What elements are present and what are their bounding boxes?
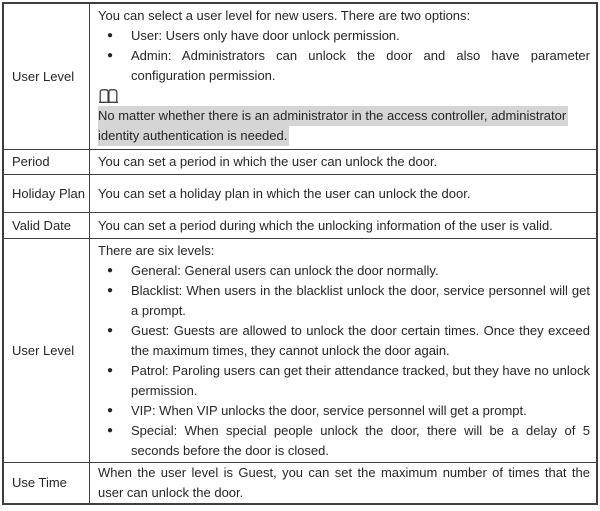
row-label-text: Valid Date bbox=[12, 217, 72, 233]
note-line bbox=[98, 106, 590, 126]
note-line bbox=[98, 126, 590, 146]
bullet-text: Admin: Administrators can unlock the door and also have parameter configuration permission. bbox=[131, 48, 590, 83]
bullet-item bbox=[98, 261, 590, 281]
table-row-use-time bbox=[4, 462, 596, 503]
row-label bbox=[4, 213, 90, 238]
bullet-text: Blacklist: When users in the blacklist unlock the door, service personnel will get a prompt. bbox=[131, 283, 590, 318]
bullet-item bbox=[98, 421, 590, 461]
row-label bbox=[4, 4, 90, 149]
row-label-text: User Level bbox=[12, 68, 75, 84]
bullet-item bbox=[98, 321, 590, 361]
table-row-user-level-six-levels bbox=[4, 238, 596, 462]
row-text: You can set a period in which the user can unlock the door. bbox=[98, 154, 438, 169]
bullet-item bbox=[98, 46, 590, 86]
row-text: You can set a period during which the unlocking information of the user is valid. bbox=[98, 217, 553, 233]
bullet-text: Guest: Guests are allowed to unlock the door certain times. Once they exceed the maximum times, they cannot unlock the door again. bbox=[131, 323, 590, 358]
bullet-icon: ● bbox=[107, 325, 114, 336]
user-settings-table bbox=[2, 2, 598, 505]
row-content bbox=[90, 463, 596, 503]
row-content bbox=[90, 213, 596, 238]
bullet-text: General: General users can unlock the door normally. bbox=[131, 263, 439, 278]
row-label bbox=[4, 175, 90, 212]
bullet-text: VIP: When VIP unlocks the door, service personnel will get a prompt. bbox=[131, 403, 527, 418]
row-label-text: Period bbox=[12, 154, 50, 169]
row-text: You can set a holiday plan in which the user can unlock the door. bbox=[98, 185, 471, 201]
bullet-text: Patrol: Paroling users can get their attendance tracked, but they have no unlock permission. bbox=[131, 363, 590, 398]
row-content bbox=[90, 239, 596, 462]
row-intro: You can select a user level for new users. There are two options: bbox=[98, 8, 471, 23]
open-book-icon bbox=[98, 88, 119, 104]
row-label bbox=[4, 463, 90, 503]
table-row-user-level-options bbox=[4, 4, 596, 149]
table-row-valid-date bbox=[4, 212, 596, 238]
bullet-icon: ● bbox=[107, 285, 114, 296]
row-content bbox=[90, 175, 596, 212]
table-row-holiday-plan bbox=[4, 174, 596, 212]
bullet-item bbox=[98, 361, 590, 401]
bullet-item bbox=[98, 401, 590, 421]
row-intro: There are six levels: bbox=[98, 243, 215, 258]
bullet-icon: ● bbox=[107, 365, 114, 376]
bullet-icon: ● bbox=[107, 50, 114, 61]
bullet-text: Special: When special people unlock the door, there will be a delay of 5 seconds before the door is closed. bbox=[131, 423, 590, 458]
bullet-icon: ● bbox=[107, 405, 114, 416]
row-label-text: User Level bbox=[12, 342, 75, 358]
table-row-period bbox=[4, 149, 596, 174]
bullet-icon: ● bbox=[107, 30, 114, 41]
row-label bbox=[4, 150, 90, 174]
row-text: When the user level is Guest, you can set the maximum number of times that the user can unlock the door. bbox=[98, 465, 590, 500]
note-icon-line bbox=[98, 86, 590, 106]
bullet-icon: ● bbox=[107, 265, 114, 276]
bullet-item bbox=[98, 26, 590, 46]
note-highlighted-text: identity authentication is needed. bbox=[98, 126, 289, 146]
row-content bbox=[90, 4, 596, 149]
row-label bbox=[4, 239, 90, 462]
bullet-text: User: Users only have door unlock permission. bbox=[131, 28, 400, 43]
row-label-text: Holiday Plan bbox=[12, 185, 85, 201]
note-highlighted-text: No matter whether there is an administrator in the access controller, administrator bbox=[98, 106, 568, 126]
bullet-icon: ● bbox=[107, 425, 114, 436]
bullet-item bbox=[98, 281, 590, 321]
row-label-text: Use Time bbox=[12, 475, 67, 490]
row-content bbox=[90, 150, 596, 174]
